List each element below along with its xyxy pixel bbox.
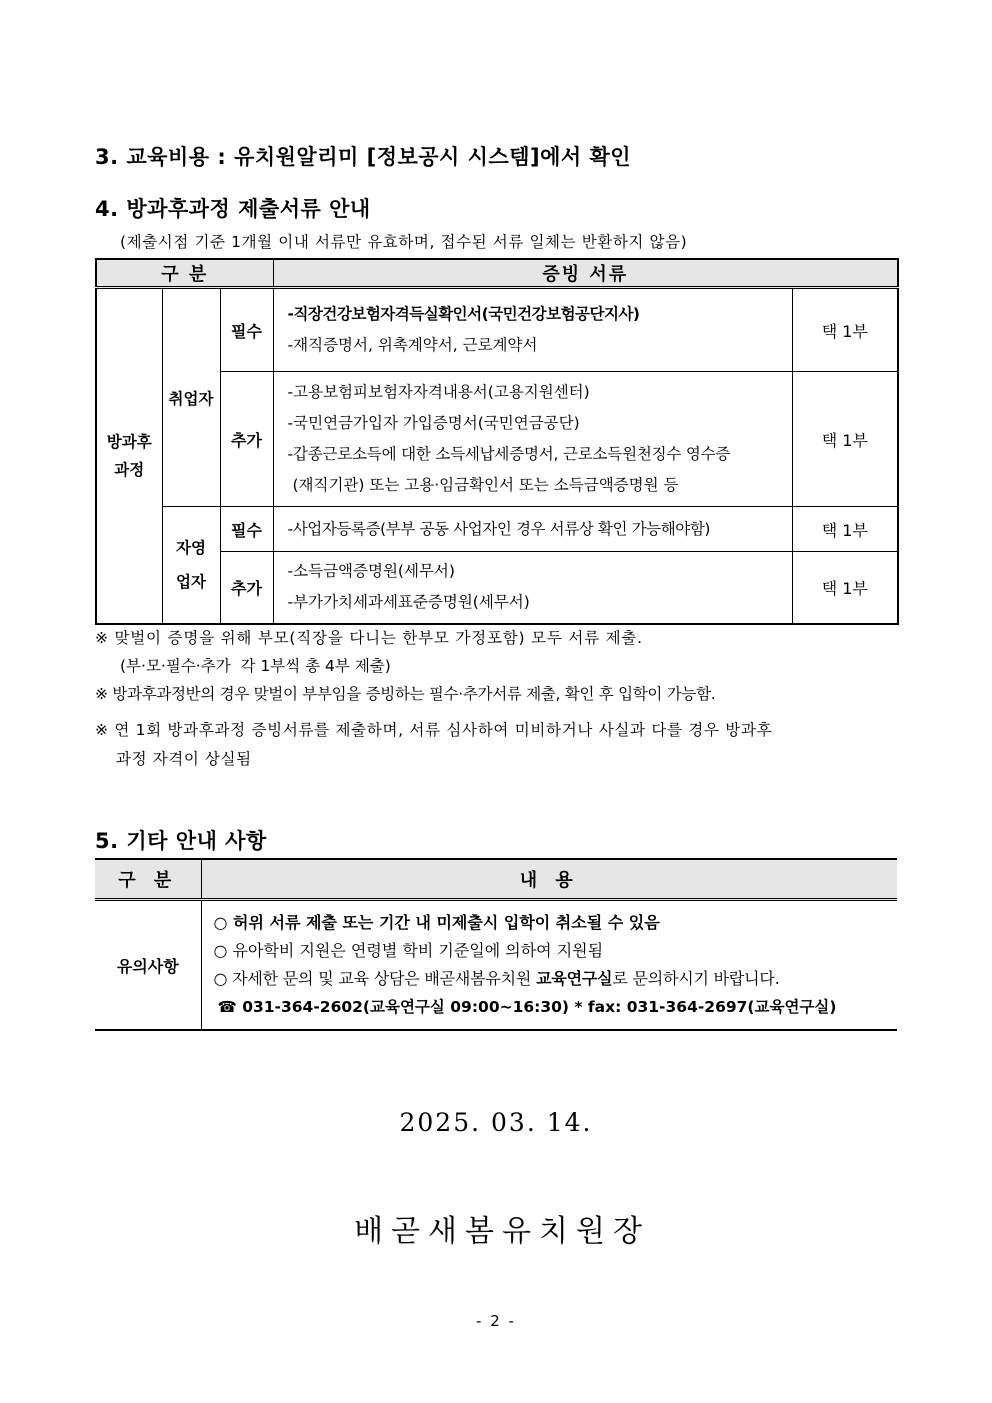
notice-row-label: 유의사항 [95, 900, 201, 1031]
signature: 배곧새봄유치원장 [354, 1214, 650, 1249]
self-employed-label-line: 자영 [176, 538, 206, 557]
footnote-1: ※ 맞벌이 증명을 위해 부모(직장을 다니는 한부모 가정포함) 모두 서류 제출. [95, 629, 643, 647]
employed-required-label: 필수 [220, 288, 273, 372]
doc-item: (재직기관) 또는 고용·임금확인서 또는 소득금액증명원 등 [287, 476, 679, 494]
employed-additional-label: 추가 [220, 372, 273, 507]
self-employed-required-count: 택 1부 [792, 507, 898, 552]
section-5-title: 5. 기타 안내 사항 [95, 829, 267, 853]
notice-item: ○ 유아학비 지원은 연령별 학비 기준일에 의하여 지원됨 [213, 941, 604, 960]
self-employed-additional-docs [273, 552, 792, 624]
group-label [96, 288, 162, 624]
doc-item: -고용보험피보험자자격내용서(고용지원센터) [287, 383, 590, 401]
employed-required-docs [273, 288, 792, 372]
notice-item: ○ 허위 서류 제출 또는 기간 내 미제출시 입학이 취소될 수 있음 [213, 913, 660, 932]
self-employed-additional-count: 택 1부 [792, 552, 898, 624]
footnote-1b: (부·모·필수·추가 각 1부씩 총 4부 제출) [120, 657, 391, 675]
table-row [96, 507, 898, 552]
doc-item: -갑종근로소득에 대한 소득세납세증명서, 근로소득원천징수 영수증 [287, 445, 731, 463]
self-employed-additional-label: 추가 [220, 552, 273, 624]
section-4-title: 4. 방과후과정 제출서류 안내 [95, 197, 371, 221]
notice-table [95, 858, 897, 1031]
table-row [95, 900, 897, 1031]
header-category: 구 분 [96, 259, 273, 288]
self-employed-required-docs [273, 507, 792, 552]
section-4-note: (제출시점 기준 1개월 이내 서류만 유효하며, 접수된 서류 일체는 반환하지 않음) [120, 233, 688, 251]
group-label-line: 과정 [114, 460, 145, 479]
documents-table-header [96, 259, 898, 288]
employed-required-count: 택 1부 [792, 288, 898, 372]
notice-text: ○ 자세한 문의 및 교육 상담은 배곧새봄유치원 [213, 969, 537, 988]
self-employed-label [162, 507, 220, 624]
section-3-title: 3. 교육비용 : 유치원알리미 [정보공시 시스템]에서 확인 [95, 145, 632, 169]
page-number: - 2 - [476, 1312, 516, 1330]
notice-table-header [95, 859, 897, 900]
doc-item: -국민연금가입자 가입증명서(국민연금공단) [287, 414, 580, 432]
notice-content [201, 900, 897, 1031]
notice-item [214, 965, 898, 993]
header-content: 내 용 [201, 859, 897, 900]
doc-item: -직장건강보험자격득실확인서(국민건강보험공단지사) [287, 305, 640, 323]
header-category: 구 분 [95, 859, 201, 900]
footnote-3: ※ 연 1회 방과후과정 증빙서류를 제출하며, 서류 심사하여 미비하거나 사실과 다를 경우 방과후 [95, 721, 773, 739]
doc-item: -재직증명서, 위촉계약서, 근로계약서 [287, 336, 538, 354]
document-date: 2025. 03. 14. [399, 1108, 593, 1137]
self-employed-required-label: 필수 [220, 507, 273, 552]
employed-additional-count: 택 1부 [792, 372, 898, 507]
doc-item: -부가가치세과세표준증명원(세무서) [287, 593, 530, 612]
doc-item: -사업자등록증(부부 공동 사업자인 경우 서류상 확인 가능해야함) [287, 519, 711, 538]
notice-highlight: 교육연구실 [536, 969, 613, 988]
footnote-2: ※ 방과후과정반의 경우 맞벌이 부부임을 증빙하는 필수·추가서류 제출, 확인 후 입학이 가능함. [95, 685, 716, 703]
table-row [96, 288, 898, 372]
documents-table [95, 258, 899, 625]
employed-label: 취업자 [162, 288, 220, 507]
group-label-line: 방과후 [106, 432, 152, 451]
doc-item: -소득금액증명원(세무서) [287, 562, 455, 581]
contact-line: ☎ 031-364-2602(교육연구실 09:00~16:30) * fax: 031-364-2697(교육연구실) [217, 998, 837, 1016]
footnote-3b: 과정 자격이 상실됨 [116, 750, 252, 768]
header-docs: 증빙 서류 [273, 259, 898, 288]
notice-text: 로 문의하시기 바랍니다. [612, 969, 780, 988]
self-employed-label-line: 업자 [176, 572, 206, 591]
employed-additional-docs [273, 372, 792, 507]
